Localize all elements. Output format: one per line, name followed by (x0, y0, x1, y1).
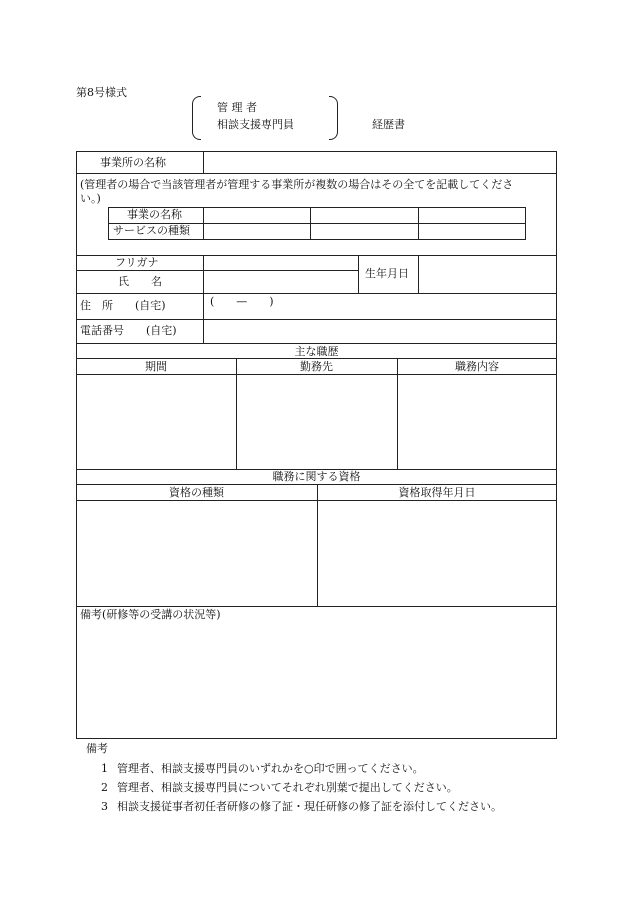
career-period-cell[interactable] (77, 375, 236, 468)
note-1-text: 管理者、相談支援専門員のいずれかを○印で囲ってください。 (117, 762, 424, 775)
note-2-text: 管理者、相談支援専門員についてそれぞれ別葉で提出してください。 (117, 781, 458, 794)
name-label: 氏 名 (118, 275, 162, 288)
note-2-num: 2 (101, 781, 108, 794)
col-period: 期間 (145, 360, 167, 373)
birthdate-label: 生年月日 (365, 267, 409, 280)
service-type-label: サービスの種類 (113, 224, 190, 237)
footer-notes-title: 備考 (86, 742, 108, 755)
qualifications-section-title: 職務に関する資格 (272, 470, 361, 483)
form-number: 第8号様式 (76, 86, 127, 99)
col-qualification-date: 資格取得年月日 (398, 486, 476, 499)
note-1-num: 1 (101, 762, 108, 775)
career-duties-cell[interactable] (398, 375, 556, 468)
col-workplace: 勤務先 (300, 360, 333, 373)
postal-code-field[interactable]: ( — ) (210, 295, 274, 308)
remarks-field[interactable] (77, 624, 556, 738)
role-manager[interactable]: 管 理 者 (217, 101, 257, 114)
doc-title: 経歴書 (372, 118, 405, 131)
note-3-text: 相談支援従事者初任者研修の修了証・現任研修の修了証を添付してください。 (117, 800, 502, 813)
facility-name-field[interactable] (204, 152, 556, 172)
note-3-num: 3 (101, 800, 108, 813)
qualification-type-cell[interactable] (77, 501, 317, 606)
role-specialist[interactable]: 相談支援専門員 (217, 118, 294, 131)
col-qualification-type: 資格の種類 (169, 486, 224, 499)
furigana-label: フリガナ (115, 256, 159, 269)
phone-field[interactable] (204, 320, 556, 342)
col-duties: 職務内容 (455, 360, 499, 373)
facility-name-label: 事業所の名称 (100, 156, 166, 169)
remarks-label: 備考(研修等の受講の状況等) (80, 608, 221, 621)
name-field[interactable] (204, 271, 358, 293)
furigana-field[interactable] (204, 256, 358, 270)
facility-note-line2: い。) (80, 192, 101, 205)
business-name-label: 事業の名称 (127, 208, 182, 221)
address-label: 住 所 (自宅) (80, 299, 166, 312)
facility-note-line1: (管理者の場合で当該管理者が管理する事業所が複数の場合はその全てを記載してくださ (80, 178, 514, 191)
phone-label: 電話番号 (自宅) (80, 324, 177, 337)
birthdate-field[interactable] (419, 256, 556, 293)
career-section-title: 主な職歴 (294, 345, 339, 358)
career-workplace-cell[interactable] (237, 375, 397, 468)
qualification-date-cell[interactable] (318, 501, 556, 606)
